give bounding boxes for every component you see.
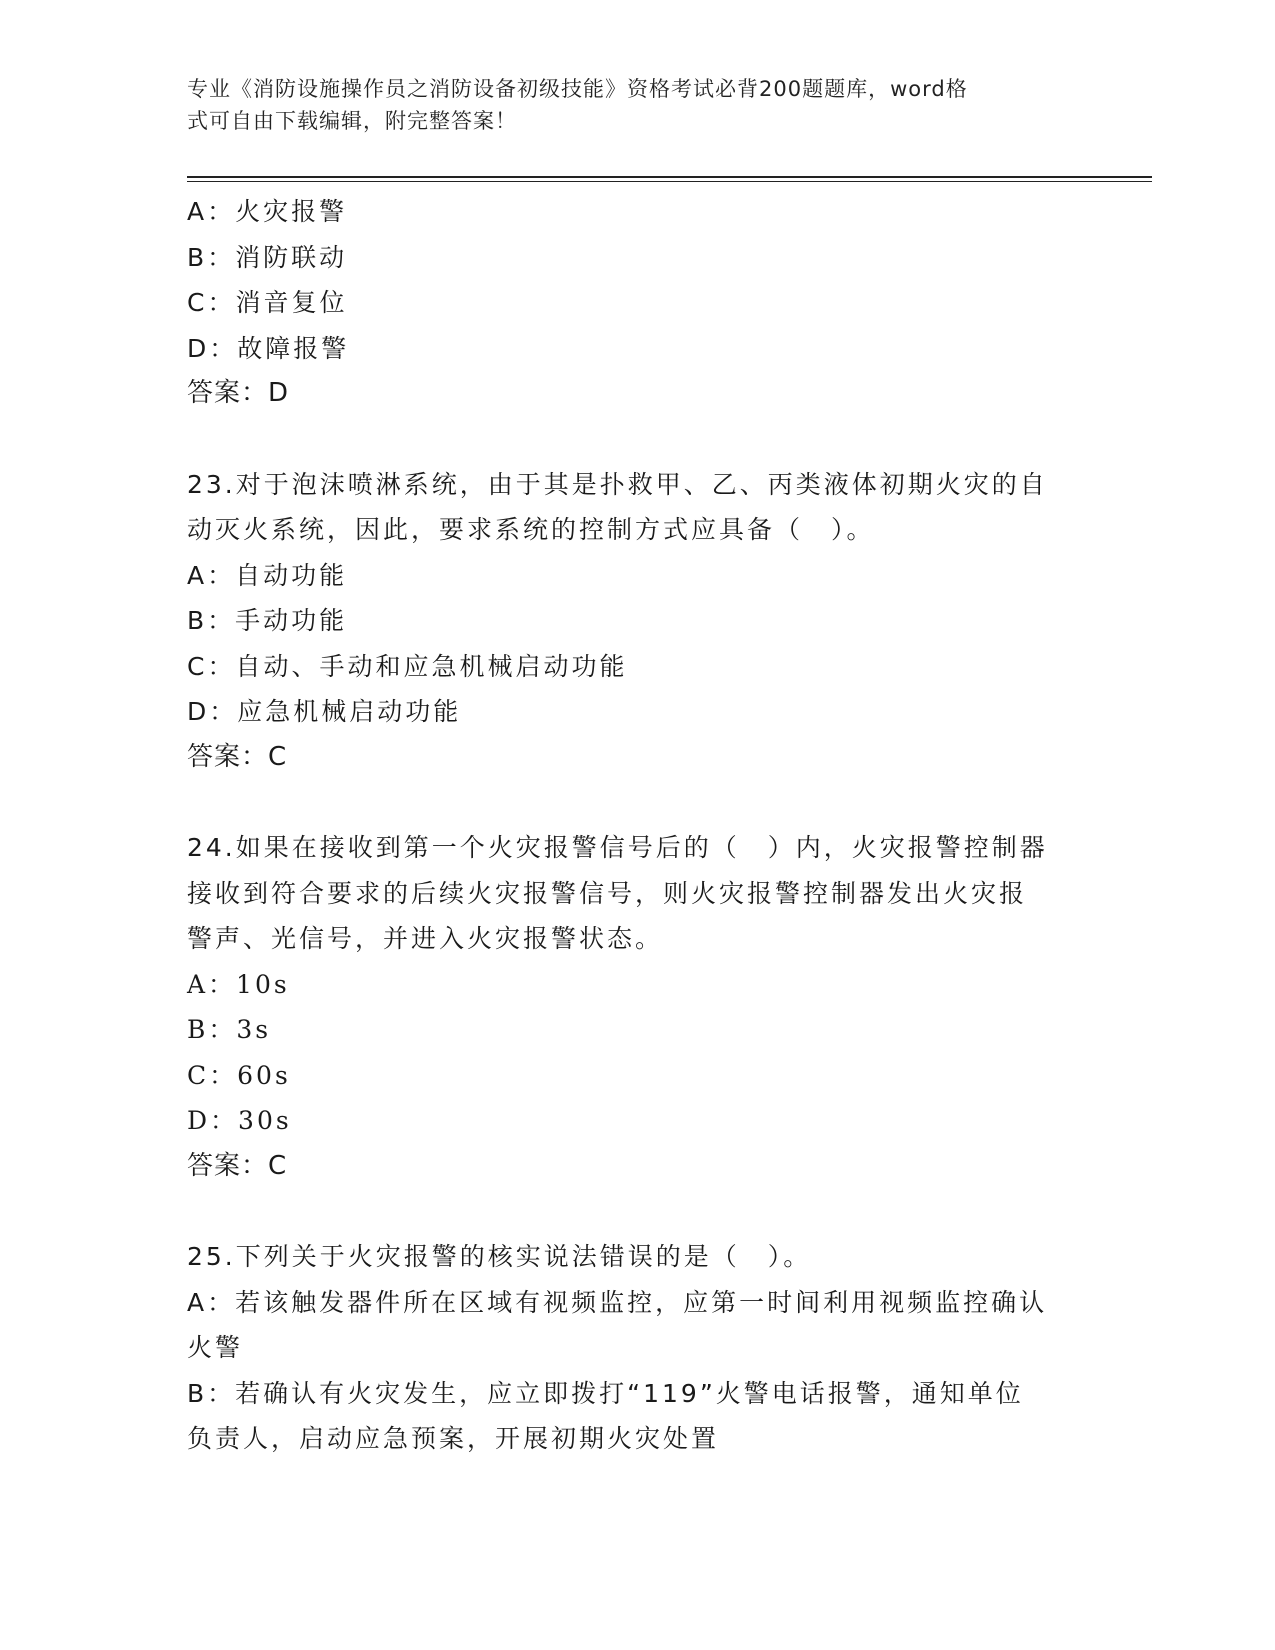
answer: 答案：C	[187, 1150, 288, 1181]
question-stem-line: 24.如果在接收到第一个火灾报警信号后的（ ）内，火灾报警控制器	[187, 833, 1048, 862]
question-stem-line: 23.对于泡沫喷淋系统，由于其是扑救甲、乙、丙类液体初期火灾的自	[187, 469, 1048, 499]
option-b: B：若确认有火灾发生，应立即拨打“119”火警电话报警，通知单位	[187, 1378, 1024, 1408]
answer: 答案：C	[187, 741, 288, 772]
option-d: D：应急机械启动功能	[187, 697, 462, 726]
option-d: D：故障报警	[187, 333, 350, 363]
option-c: C：60s	[187, 1060, 291, 1090]
option-b: B：3s	[187, 1015, 272, 1044]
option-a: A：火灾报警	[187, 197, 348, 226]
document-header	[187, 73, 1067, 137]
option-a: A：自动功能	[187, 560, 348, 590]
question-stem-line: 动灭火系统，因此，要求系统的控制方式应具备（ ）。	[187, 515, 875, 544]
question-content	[187, 189, 1067, 1462]
question-stem-line: 25.下列关于火灾报警的核实说法错误的是（ ）。	[187, 1242, 812, 1271]
header-line-2: 式可自由下载编辑，附完整答案！	[187, 109, 517, 133]
option-b: B：手动功能	[187, 606, 348, 635]
header-line-1: 专业《消防设施操作员之消防设备初级技能》资格考试必背200题题库，word格	[187, 77, 968, 101]
question-stem-line: 接收到符合要求的后续火灾报警信号，则火灾报警控制器发出火灾报	[187, 878, 1028, 908]
option-d: D：30s	[187, 1106, 292, 1135]
option-c: C：消音复位	[187, 288, 348, 317]
spacer	[187, 780, 1067, 825]
option-a-continued: 火警	[187, 1333, 244, 1362]
header-divider-thick	[187, 176, 1152, 178]
option-b: B：消防联动	[187, 242, 348, 272]
question-24	[187, 825, 1067, 1189]
option-c: C：自动、手动和应急机械启动功能	[187, 651, 628, 681]
question-25	[187, 1234, 1067, 1462]
question-23	[187, 462, 1067, 781]
answer: 答案：D	[187, 378, 290, 408]
spacer	[187, 1189, 1067, 1234]
spacer	[187, 417, 1067, 462]
option-b-continued: 负责人，启动应急预案，开展初期火灾处置	[187, 1424, 720, 1453]
question-22	[187, 189, 1067, 417]
header-divider-thin	[187, 181, 1152, 182]
option-a: A：若该触发器件所在区域有视频监控，应第一时间利用视频监控确认	[187, 1287, 1048, 1317]
option-a: A：10s	[187, 969, 290, 999]
question-stem-line: 警声、光信号，并进入火灾报警状态。	[187, 924, 664, 953]
